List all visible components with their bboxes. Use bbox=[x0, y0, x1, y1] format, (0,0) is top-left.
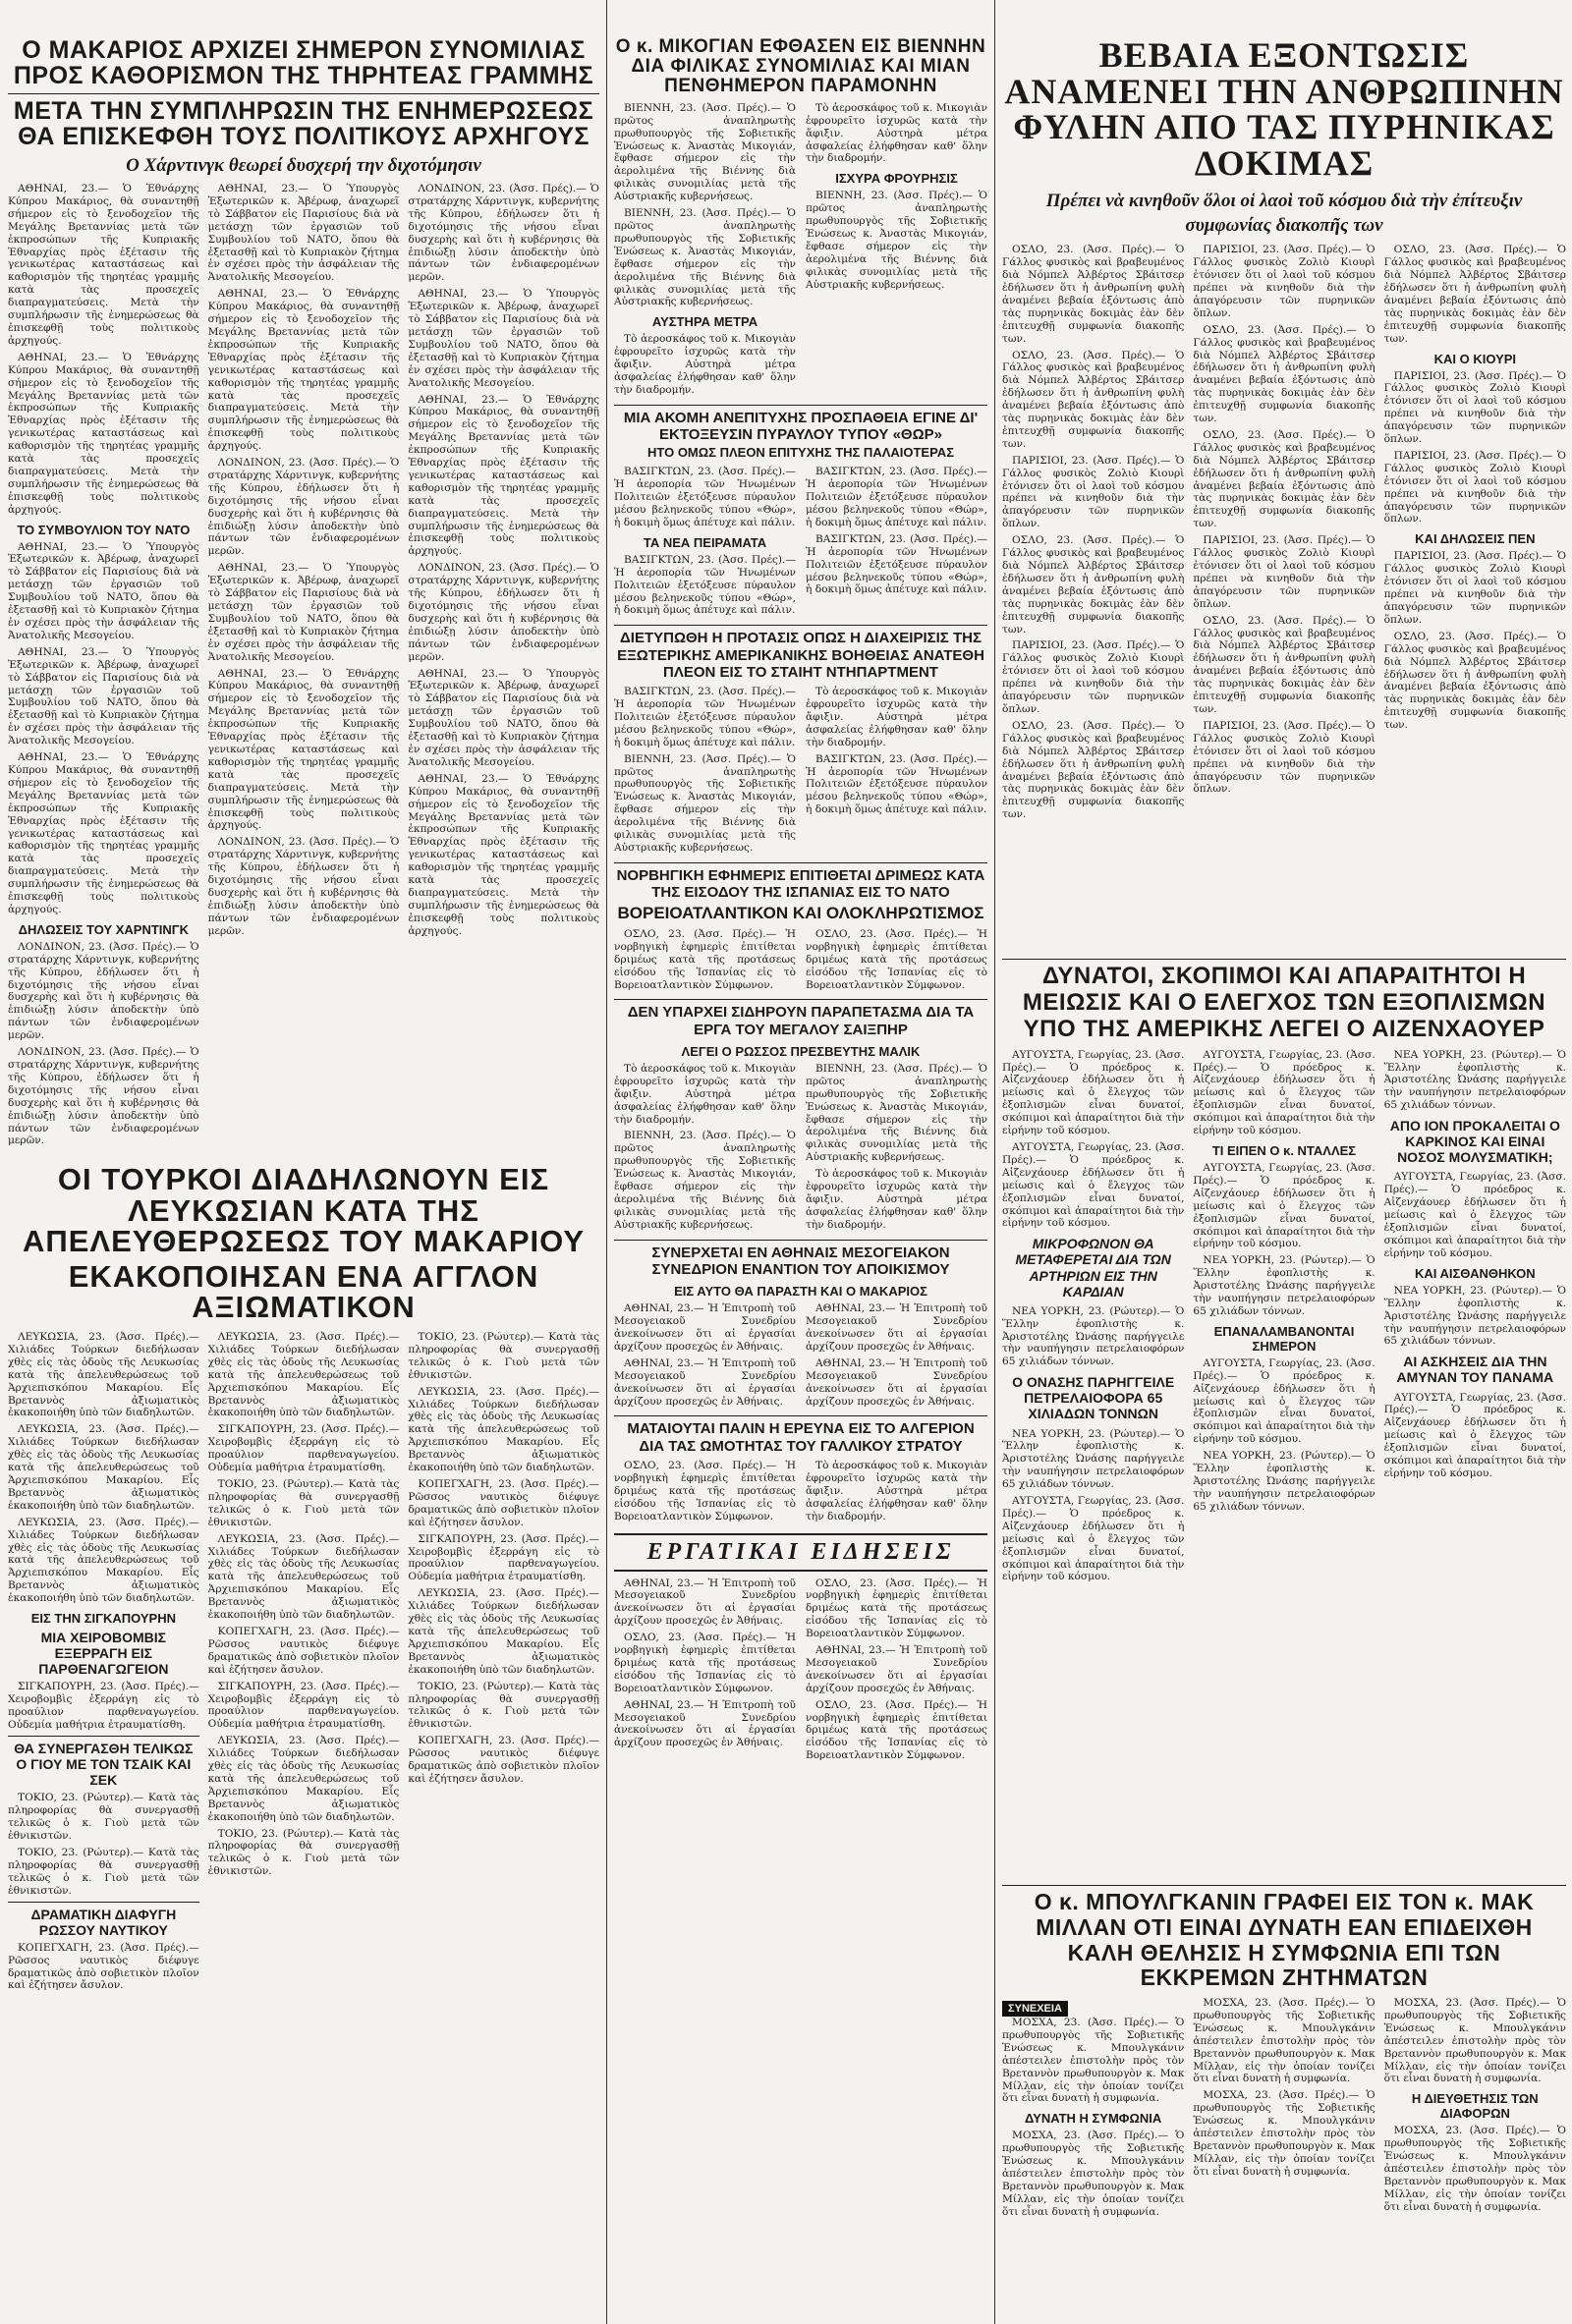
article-paragraph: ΑΘΗΝΑΙ, 23.— Ἡ Ἐπιτροπὴ τοῦ Μεσογειακοῦ Συνεδρίου ἀνεκοίνωσεν ὅτι αἱ ἐργασίαι ἀρχίζουν προσεχῶς ἐν Ἀθήναις. bbox=[614, 1577, 796, 1628]
article-paragraph: ΚΟΠΕΓΧΑΓΗ, 23. (Ἀσσ. Πρές).— Ρῶσσος ναυτικὸς διέφυγε δραματικῶς ἀπὸ σοβιετικὸν πλοῖον καὶ ἐζήτησεν ἄσυλον. bbox=[8, 1941, 199, 1992]
column-rule bbox=[994, 0, 995, 2324]
article-paragraph: ΤΟΚΙΟ, 23. (Ρώυτερ).— Κατὰ τὰς πληροφορίας θὰ συνεργασθῇ τελικῶς ὁ κ. Γιοὺ μετὰ τῶν ἐθνικιστῶν. bbox=[8, 1846, 199, 1897]
section-heading: ΑΥΣΤΗΡΑ ΜΕΤΡΑ bbox=[651, 314, 758, 330]
article-paragraph: ΚΟΠΕΓΧΑΓΗ, 23. (Ἀσσ. Πρές).— Ρῶσσος ναυτικὸς διέφυγε δραματικῶς ἀπὸ σοβιετικὸν πλοῖον καὶ ἐζήτησεν ἄσυλον. bbox=[408, 1735, 599, 1785]
section-heading: ΙΣΧΥΡΑ ΦΡΟΥΡΗΣΙΣ bbox=[835, 171, 958, 187]
article-paragraph: ΑΘΗΝΑΙ, 23.— Ὁ Ἐθνάρχης Κύπρου Μακάριος, θὰ συναντηθῇ σήμερον εἰς τὸ ξενοδοχεῖον τῆς Μεγάλης Βρεταννίας μετὰ τῶν ἐκπροσώπων τῆς Κυπριακῆς Ἐθναρχίας πρὸς ἐξέτασιν τῆς γενικωτέρας καταστάσεως καὶ καθορισμὸν τῆς τηρητέας γραμμῆς κατὰ τὰς προσεχεῖς διαπραγματεύσεις. Μετὰ τὴν συμπλήρωσιν τῆς ἐνημερώσεως θὰ ἐπισκεφθῇ τοὺς πολιτικοὺς ἀρχηγούς. bbox=[207, 288, 400, 453]
headline-aid: ΔΙΕΤΥΠΩΘΗ Η ΠΡΟΤΑΣΙΣ ΟΠΩΣ Η ΔΙΑΧΕΙΡΙΣΙΣ ΤΗΣ ΕΞΩΤΕΡΙΚΗΣ ΑΜΕΡΙΚΑΝΙΚΗΣ ΒΟΗΘΕΙΑΣ ΑΝΑΤΕΘΗ ΠΛΕΟΝ ΕΙΣ ΤΟ ΣΤΑΙΗΤ ΝΤΗΠΑΡΤΜΕΝΤ bbox=[617, 630, 984, 681]
article-paragraph: ΒΑΣΙΓΚΤΩΝ, 23. (Ἀσσ. Πρές).— Ἡ ἀεροπορία τῶν Ἡνωμένων Πολιτειῶν ἐξετόξευσε πύραυλον μέσου βεληνεκοῦς τύπου «Θώρ», ἡ δοκιμὴ ὅμως ἀπέτυχε καὶ πάλιν. bbox=[614, 686, 796, 748]
article-paragraph: ΑΘΗΝΑΙ, 23.— Ἡ Ἐπιτροπὴ τοῦ Μεσογειακοῦ Συνεδρίου ἀνεκοίνωσεν ὅτι αἱ ἐργασίαι ἀρχίζουν προσεχῶς ἐν Ἀθήναις. bbox=[614, 1302, 796, 1353]
section-heading: ΕΠΑΝΑΛΑΜΒΑΝΟΝΤΑΙ ΣΗΜΕΡΟΝ bbox=[1213, 1323, 1355, 1354]
article-paragraph: Τὸ ἀεροσκάφος τοῦ κ. Μικογιὰν ἐφρουρεῖτο ἰσχυρῶς κατὰ τὴν ἄφιξιν. Αὐστηρὰ μέτρα ἀσφαλείας ἐλήφθησαν καθ' ὅλην τὴν διαδρομήν. bbox=[806, 686, 987, 748]
subheadline-enimerosis: ΜΕΤΑ ΤΗΝ ΣΥΜΠΛΗΡΩΣΙΝ ΤΗΣ ΕΝΗΜΕΡΩΣΕΩΣ ΘΑ ΕΠΙΣΚΕΦΘΗ ΤΟΥΣ ΠΟΛΙΤΙΚΟΥΣ ΑΡΧΗΓΟΥΣ bbox=[13, 96, 594, 150]
article-paragraph: ΒΙΕΝΝΗ, 23. (Ἀσσ. Πρές).— Ὁ πρῶτος ἀναπληρωτὴς πρωθυπουργὸς τῆς Σοβιετικῆς Ἑνώσεως κ. Ἀναστὰς Μικογιάν, ἔφθασε σήμερον εἰς τὴν ἀερολιμένα τῆς Βιέννης διὰ φιλικὰς συνομιλίας μετὰ τῆς Αὐστριακῆς κυβερνήσεως. bbox=[614, 752, 796, 854]
article-paragraph: ΑΥΓΟΥΣΤΑ, Γεωργίας, 23. (Ἀσσ. Πρές).— Ὁ πρόεδρος κ. Αἰζενχάουερ ἐδήλωσεν ὅτι ἡ μείωσις καὶ ὁ ἔλεγχος τῶν ἐξοπλισμῶν εἶναι δυνατοί, σκόπιμοι καὶ ἀπαραίτητοι διὰ τὴν εἰρήνην τοῦ κόσμου. bbox=[1002, 1048, 1185, 1137]
article-paragraph: ΑΘΗΝΑΙ, 23.— Ἡ Ἐπιτροπὴ τοῦ Μεσογειακοῦ Συνεδρίου ἀνεκοίνωσεν ὅτι αἱ ἐργασίαι ἀρχίζουν προσεχῶς ἐν Ἀθήναις. bbox=[614, 1698, 796, 1749]
section-headline: ΔΡΑΜΑΤΙΚΗ ΔΙΑΦΥΓΗ ΡΩΣΣΟΥ ΝΑΥΤΙΚΟΥ bbox=[30, 1906, 177, 1938]
article-paragraph: ΑΘΗΝΑΙ, 23.— Ἡ Ἐπιτροπὴ τοῦ Μεσογειακοῦ Συνεδρίου ἀνεκοίνωσεν ὅτι αἱ ἐργασίαι ἀρχίζουν προσεχῶς ἐν Ἀθήναις. bbox=[614, 1356, 796, 1408]
article-paragraph: ΑΥΓΟΥΣΤΑ, Γεωργίας, 23. (Ἀσσ. Πρές).— Ὁ πρόεδρος κ. Αἰζενχάουερ ἐδήλωσεν ὅτι ἡ μείωσις καὶ ὁ ἔλεγχος τῶν ἐξοπλισμῶν εἶναι δυνατοί, σκόπιμοι καὶ ἀπαραίτητοι διὰ τὴν εἰρήνην τοῦ κόσμου. bbox=[1383, 1391, 1566, 1479]
article-paragraph: ΒΑΣΙΓΚΤΩΝ, 23. (Ἀσσ. Πρές).— Ἡ ἀεροπορία τῶν Ἡνωμένων Πολιτειῶν ἐξετόξευσε πύραυλον μέσου βεληνεκοῦς τύπου «Θώρ», ἡ δοκιμὴ ὅμως ἀπέτυχε καὶ πάλιν. bbox=[614, 553, 796, 617]
article-paragraph: ΜΟΣΧΑ, 23. (Ἀσσ. Πρές).— Ὁ πρωθυπουργὸς τῆς Σοβιετικῆς Ἑνώσεως κ. Μπουλγκάνιν ἀπέστειλεν ἐπιστολὴν πρὸς τὸν Βρεταννὸν πρωθυπουργὸν κ. Μακ Μίλλαν, εἰς τὴν ὁποίαν τονίζει ὅτι εἶναι δυνατὴ ἡ συμφωνία. bbox=[1383, 1997, 1566, 2085]
article-paragraph: ΛΕΥΚΩΣΙΑ, 23. (Ἀσσ. Πρές).— Χιλιάδες Τούρκων διεδήλωσαν χθὲς εἰς τὰς ὁδοὺς τῆς Λευκωσίας κατὰ τῆς ἀπελευθερώσεως τοῦ Ἀρχιεπισκόπου Μακαρίου. Εἷς Βρεταννὸς ἀξιωματικὸς ἐκακοποιήθη ὑπὸ τῶν διαδηλωτῶν. bbox=[207, 1331, 400, 1419]
section-headline: Ο ΟΝΑΣΗΣ ΠΑΡΗΓΓΕΙΛΕ ΠΕΤΡΕΛΑΙΟΦΟΡΑ 65 ΧΙΛΙΑΔΩΝ ΤΟΝΝΩΝ bbox=[1012, 1374, 1175, 1422]
section-heading: Η ΔΙΕΥΘΕΤΗΣΙΣ ΤΩΝ ΔΙΑΦΟΡΩΝ bbox=[1411, 2091, 1539, 2122]
article-paragraph: ΠΑΡΙΣΙΟΙ, 23. (Ἀσσ. Πρές).— Ὁ Γάλλος φυσικὸς Ζολιὸ Κιουρὶ ἐτόνισεν ὅτι οἱ λαοὶ τοῦ κόσμου πρέπει νὰ κινηθοῦν διὰ τὴν ἀπαγόρευσιν τῶν πυρηνικῶν ὅπλων. bbox=[1193, 719, 1376, 796]
section-headline: ΑΠΟ ΙΟΝ ΠΡΟΚΑΛΕΙΤΑΙ Ο ΚΑΡΚΙΝΟΣ ΚΑΙ ΕΙΝΑΙ ΝΟΣΟΣ ΜΟΛΥΣΜΑΤΙΚΗ; bbox=[1389, 1118, 1560, 1166]
article-paragraph: ΠΑΡΙΣΙΟΙ, 23. (Ἀσσ. Πρές).— Ὁ Γάλλος φυσικὸς Ζολιὸ Κιουρὶ ἐτόνισεν ὅτι οἱ λαοὶ τοῦ κόσμου πρέπει νὰ κινηθοῦν διὰ τὴν ἀπαγόρευσιν τῶν πυρηνικῶν ὅπλων. bbox=[1383, 449, 1566, 526]
section-heading: ΔΥΝΑΤΗ Η ΣΥΜΦΩΝΙΑ bbox=[1025, 2111, 1162, 2127]
article-paragraph: ΠΑΡΙΣΙΟΙ, 23. (Ἀσσ. Πρές).— Ὁ Γάλλος φυσικὸς Ζολιὸ Κιουρὶ ἐτόνισεν ὅτι οἱ λαοὶ τοῦ κόσμου πρέπει νὰ κινηθοῦν διὰ τὴν ἀπαγόρευσιν τῶν πυρηνικῶν ὅπλων. bbox=[1193, 244, 1376, 319]
article-paragraph: ΛΕΥΚΩΣΙΑ, 23. (Ἀσσ. Πρές).— Χιλιάδες Τούρκων διεδήλωσαν χθὲς εἰς τὰς ὁδοὺς τῆς Λευκωσίας κατὰ τῆς ἀπελευθερώσεως τοῦ Ἀρχιεπισκόπου Μακαρίου. Εἷς Βρεταννὸς ἀξιωματικὸς ἐκακοποιήθη ὑπὸ τῶν διαδηλωτῶν. bbox=[207, 1735, 400, 1823]
section-heading: ΤΙ ΕΙΠΕΝ Ο κ. ΝΤΑΛΛΕΣ bbox=[1211, 1142, 1357, 1158]
article-paragraph: ΛΕΥΚΩΣΙΑ, 23. (Ἀσσ. Πρές).— Χιλιάδες Τούρκων διεδήλωσαν χθὲς εἰς τὰς ὁδοὺς τῆς Λευκωσίας κατὰ τῆς ἀπελευθερώσεως τοῦ Ἀρχιεπισκόπου Μακαρίου. Εἷς Βρεταννὸς ἀξιωματικὸς ἐκακοποιήθη ὑπὸ τῶν διαδηλωτῶν. bbox=[207, 1532, 400, 1622]
article-paragraph: ΟΣΛΟ, 23. (Ἀσσ. Πρές).— Ὁ Γάλλος φυσικὸς καὶ βραβευμένος διὰ Νόμπελ Ἀλβέρτος Σβάιτσερ ἐδήλωσεν ὅτι ἡ ἀνθρωπίνη φυλὴ ἀναμένει βεβαία ἐξόντωσις ἀπὸ τὰς πυρηνικὰς δοκιμὰς ἐὰν δὲν ἐπιτευχθῇ συμφωνία διακοπῆς των. bbox=[1002, 534, 1185, 636]
article-paragraph: ΟΣΛΟ, 23. (Ἀσσ. Πρές).— Ἡ νορβηγικὴ ἐφημερὶς ἐπιτίθεται δριμέως κατὰ τῆς προτάσεως εἰσόδου τῆς Ἱσπανίας εἰς τὸ Βορειοατλαντικὸν Σύμφωνον. bbox=[806, 927, 987, 991]
article-paragraph: ΛΟΝΔΙΝΟΝ, 23. (Ἀσσ. Πρές).— Ὁ στρατάρχης Χάρντινγκ, κυβερνήτης τῆς Κύπρου, ἐδήλωσεν ὅτι ἡ διχοτόμησις τῆς νήσου εἶναι δυσχερὴς καὶ ὅτι ἡ κυβέρνησις θὰ ἐπιδιώξῃ λύσιν ἀποδεκτὴν ὑπὸ πάντων τῶν ἐνδιαφερομένων μερῶν. bbox=[8, 1046, 199, 1147]
article-paragraph: ΚΟΠΕΓΧΑΓΗ, 23. (Ἀσσ. Πρές).— Ρῶσσος ναυτικὸς διέφυγε δραματικῶς ἀπὸ σοβιετικὸν πλοῖον καὶ ἐζήτησεν ἄσυλον. bbox=[408, 1478, 599, 1528]
article-paragraph: ΑΘΗΝΑΙ, 23.— Ὁ Ἐθνάρχης Κύπρου Μακάριος, θὰ συναντηθῇ σήμερον εἰς τὸ ξενοδοχεῖον τῆς Μεγάλης Βρεταννίας μετὰ τῶν ἐκπροσώπων τῆς Κυπριακῆς Ἐθναρχίας πρὸς ἐξέτασιν τῆς γενικωτέρας καταστάσεως καὶ καθορισμὸν τῆς τηρητέας γραμμῆς κατὰ τὰς προσεχεῖς διαπραγματεύσεις. Μετὰ τὴν συμπλήρωσιν τῆς ἐνημερώσεως θὰ ἐπισκεφθῇ τοὺς πολιτικοὺς ἀρχηγούς. bbox=[8, 351, 199, 516]
headline-shakespeare: ΔΕΝ ΥΠΑΡΧΕΙ ΣΙΔΗΡΟΥΝ ΠΑΡΑΠΕΤΑΣΜΑ ΔΙΑ ΤΑ ΕΡΓΑ ΤΟΥ ΜΕΓΑΛΟΥ ΣΑΙΞΠΗΡ bbox=[627, 1004, 975, 1038]
article-paragraph: ΑΘΗΝΑΙ, 23.— Ὁ Ὑπουργὸς Ἐξωτερικῶν κ. Ἀβέρωφ, ἀναχωρεῖ τὸ Σάββατον εἰς Παρισίους διὰ νὰ μετάσχῃ τῶν ἐργασιῶν τοῦ Συμβουλίου τοῦ ΝΑΤΟ, ὅπου θὰ ἐξετασθῇ καὶ τὸ Κυπριακὸν ζήτημα ἐν σχέσει πρὸς τὴν ἀσφάλειαν τῆς Ἀνατολικῆς Μεσογείου. bbox=[408, 288, 599, 389]
article-paragraph: ΟΣΛΟ, 23. (Ἀσσ. Πρές).— Ἡ νορβηγικὴ ἐφημερὶς ἐπιτίθεται δριμέως κατὰ τῆς προτάσεως εἰσόδου τῆς Ἱσπανίας εἰς τὸ Βορειοατλαντικὸν Σύμφωνον. bbox=[614, 927, 796, 991]
article-bulganin bbox=[1002, 1881, 1566, 2223]
article-turks bbox=[8, 1164, 599, 1996]
article-paragraph: ΟΣΛΟ, 23. (Ἀσσ. Πρές).— Ἡ νορβηγικὴ ἐφημερὶς ἐπιτίθεται δριμέως κατὰ τῆς προτάσεως εἰσόδου τῆς Ἱσπανίας εἰς τὸ Βορειοατλαντικὸν Σύμφωνον. bbox=[806, 1577, 987, 1640]
article-paragraph: ΜΟΣΧΑ, 23. (Ἀσσ. Πρές).— Ὁ πρωθυπουργὸς τῆς Σοβιετικῆς Ἑνώσεως κ. Μπουλγκάνιν ἀπέστειλεν ἐπιστολὴν πρὸς τὸν Βρεταννὸν πρωθυπουργὸν κ. Μακ Μίλλαν, εἰς τὴν ὁποίαν τονίζει ὅτι εἶναι δυνατὴ ἡ συμφωνία. bbox=[1193, 1997, 1376, 2085]
article-paragraph: ΛΟΝΔΙΝΟΝ, 23. (Ἀσσ. Πρές).— Ὁ στρατάρχης Χάρντινγκ, κυβερνήτης τῆς Κύπρου, ἐδήλωσεν ὅτι ἡ διχοτόμησις τῆς νήσου εἶναι δυσχερὴς καὶ ὅτι ἡ κυβέρνησις θὰ ἐπιδιώξῃ λύσιν ἀποδεκτὴν ὑπὸ πάντων τῶν ἐνδιαφερομένων μερῶν. bbox=[408, 562, 599, 663]
article-paragraph: ΑΘΗΝΑΙ, 23.— Ὁ Ὑπουργὸς Ἐξωτερικῶν κ. Ἀβέρωφ, ἀναχωρεῖ τὸ Σάββατον εἰς Παρισίους διὰ νὰ μετάσχῃ τῶν ἐργασιῶν τοῦ Συμβουλίου τοῦ ΝΑΤΟ, ὅπου θὰ ἐξετασθῇ καὶ τὸ Κυπριακὸν ζήτημα ἐν σχέσει πρὸς τὴν ἀσφάλειαν τῆς Ἀνατολικῆς Μεσογείου. bbox=[207, 562, 400, 663]
article-paragraph: ΟΣΛΟ, 23. (Ἀσσ. Πρές).— Ὁ Γάλλος φυσικὸς καὶ βραβευμένος διὰ Νόμπελ Ἀλβέρτος Σβάιτσερ ἐδήλωσεν ὅτι ἡ ἀνθρωπίνη φυλὴ ἀναμένει βεβαία ἐξόντωσις ἀπὸ τὰς πυρηνικὰς δοκιμὰς ἐὰν δὲν ἐπιτευχθῇ συμφωνία διακοπῆς των. bbox=[1193, 323, 1376, 425]
article-paragraph: ΣΙΓΚΑΠΟΥΡΗ, 23. (Ἀσσ. Πρές).— Χειροβομβὶς ἐξερράγη εἰς τὸ προαύλιον παρθεναγωγείου. Οὐδεμία μαθήτρια ἐτραυματίσθη. bbox=[408, 1532, 599, 1583]
column-right bbox=[1002, 0, 1566, 2324]
article-paragraph: ΜΟΣΧΑ, 23. (Ἀσσ. Πρές).— Ὁ πρωθυπουργὸς τῆς Σοβιετικῆς Ἑνώσεως κ. Μπουλγκάνιν ἀπέστειλεν ἐπιστολὴν πρὸς τὸν Βρεταννὸν πρωθυπουργὸν κ. Μακ Μίλλαν, εἰς τὴν ὁποίαν τονίζει ὅτι εἶναι δυνατὴ ἡ συμφωνία. bbox=[1383, 2125, 1566, 2213]
article-paragraph: ΝΕΑ ΥΟΡΚΗ, 23. (Ρώυτερ).— Ὁ Ἕλλην ἐφοπλιστὴς κ. Ἀριστοτέλης Ὠνάσης παρήγγειλε τὴν ναυπήγησιν πετρελαιοφόρων 65 χιλιάδων τόννων. bbox=[1193, 1450, 1376, 1513]
article-paragraph: ΤΟΚΙΟ, 23. (Ρώυτερ).— Κατὰ τὰς πληροφορίας θὰ συνεργασθῇ τελικῶς ὁ κ. Γιοὺ μετὰ τῶν ἐθνικιστῶν. bbox=[207, 1478, 400, 1528]
article-paragraph: ΟΣΛΟ, 23. (Ἀσσ. Πρές).— Ὁ Γάλλος φυσικὸς καὶ βραβευμένος διὰ Νόμπελ Ἀλβέρτος Σβάιτσερ ἐδήλωσεν ὅτι ἡ ἀνθρωπίνη φυλὴ ἀναμένει βεβαία ἐξόντωσις ἀπὸ τὰς πυρηνικὰς δοκιμὰς ἐὰν δὲν ἐπιτευχθῇ συμφωνία διακοπῆς των. bbox=[1002, 719, 1185, 821]
article-paragraph: ΝΕΑ ΥΟΡΚΗ, 23. (Ρώυτερ).— Ὁ Ἕλλην ἐφοπλιστὴς κ. Ἀριστοτέλης Ὠνάσης παρήγγειλε τὴν ναυπήγησιν πετρελαιοφόρων 65 χιλιάδων τόννων. bbox=[1193, 1254, 1376, 1317]
section-heading: ΚΑΙ ΑΙΣΘΑΝΘΗΚΟΝ bbox=[1414, 1265, 1536, 1281]
article-paragraph: ΑΘΗΝΑΙ, 23.— Ὁ Ἐθνάρχης Κύπρου Μακάριος, θὰ συναντηθῇ σήμερον εἰς τὸ ξενοδοχεῖον τῆς Μεγάλης Βρεταννίας μετὰ τῶν ἐκπροσώπων τῆς Κυπριακῆς Ἐθναρχίας πρὸς ἐξέτασιν τῆς γενικωτέρας καταστάσεως καὶ καθορισμὸν τῆς τηρητέας γραμμῆς κατὰ τὰς προσεχεῖς διαπραγματεύσεις. Μετὰ τὴν συμπλήρωσιν τῆς ἐνημερώσεως θὰ ἐπισκεφθῇ τοὺς πολιτικοὺς ἀρχηγούς. bbox=[8, 751, 199, 915]
article-paragraph: ΟΣΛΟ, 23. (Ἀσσ. Πρές).— Ἡ νορβηγικὴ ἐφημερὶς ἐπιτίθεται δριμέως κατὰ τῆς προτάσεως εἰσόδου τῆς Ἱσπανίας εἰς τὸ Βορειοατλαντικὸν Σύμφωνον. bbox=[806, 1698, 987, 1762]
section-heading: ΚΑΙ ΔΗΛΩΣΕΙΣ ΠΕΝ bbox=[1415, 531, 1536, 547]
article-paragraph: Τὸ ἀεροσκάφος τοῦ κ. Μικογιὰν ἐφρουρεῖτο ἰσχυρῶς κατὰ τὴν ἄφιξιν. Αὐστηρὰ μέτρα ἀσφαλείας ἐλήφθησαν καθ' ὅλην τὴν διαδρομήν. bbox=[806, 1168, 987, 1231]
continuation-badge: ΣΥΝΕΧΕΙΑ bbox=[1002, 2001, 1068, 2017]
article-paragraph: ΣΙΓΚΑΠΟΥΡΗ, 23. (Ἀσσ. Πρές).— Χειροβομβὶς ἐξερράγη εἰς τὸ προαύλιον παρθεναγωγείου. Οὐδεμία μαθήτρια ἐτραυματίσθη. bbox=[8, 1681, 199, 1732]
article-paragraph: ΛΟΝΔΙΝΟΝ, 23. (Ἀσσ. Πρές).— Ὁ στρατάρχης Χάρντινγκ, κυβερνήτης τῆς Κύπρου, ἐδήλωσεν ὅτι ἡ διχοτόμησις τῆς νήσου εἶναι δυσχερὴς καὶ ὅτι ἡ κυβέρνησις θὰ ἐπιδιώξῃ λύσιν ἀποδεκτὴν ὑπὸ πάντων τῶν ἐνδιαφερομένων μερῶν. bbox=[8, 940, 199, 1042]
article-paragraph: Τὸ ἀεροσκάφος τοῦ κ. Μικογιὰν ἐφρουρεῖτο ἰσχυρῶς κατὰ τὴν ἄφιξιν. Αὐστηρὰ μέτρα ἀσφαλείας ἐλήφθησαν καθ' ὅλην τὴν διαδρομήν. bbox=[806, 101, 987, 165]
article-paragraph: ΛΕΥΚΩΣΙΑ, 23. (Ἀσσ. Πρές).— Χιλιάδες Τούρκων διεδήλωσαν χθὲς εἰς τὰς ὁδοὺς τῆς Λευκωσίας κατὰ τῆς ἀπελευθερώσεως τοῦ Ἀρχιεπισκόπου Μακαρίου. Εἷς Βρεταννὸς ἀξιωματικὸς ἐκακοποιήθη ὑπὸ τῶν διαδηλωτῶν. bbox=[8, 1423, 199, 1512]
article-paragraph: ΑΘΗΝΑΙ, 23.— Ἡ Ἐπιτροπὴ τοῦ Μεσογειακοῦ Συνεδρίου ἀνεκοίνωσεν ὅτι αἱ ἐργασίαι ἀρχίζουν προσεχῶς ἐν Ἀθήναις. bbox=[806, 1356, 987, 1408]
article-paragraph: ΑΘΗΝΑΙ, 23.— Ὁ Ἐθνάρχης Κύπρου Μακάριος, θὰ συναντηθῇ σήμερον εἰς τὸ ξενοδοχεῖον τῆς Μεγάλης Βρεταννίας μετὰ τῶν ἐκπροσώπων τῆς Κυπριακῆς Ἐθναρχίας πρὸς ἐξέτασιν τῆς γενικωτέρας καταστάσεως καὶ καθορισμὸν τῆς τηρητέας γραμμῆς κατὰ τὰς προσεχεῖς διαπραγματεύσεις. Μετὰ τὴν συμπλήρωσιν τῆς ἐνημερώσεως θὰ ἐπισκεφθῇ τοὺς πολιτικοὺς ἀρχηγούς. bbox=[8, 183, 199, 347]
article-paragraph: ΣΙΓΚΑΠΟΥΡΗ, 23. (Ἀσσ. Πρές).— Χειροβομβὶς ἐξερράγη εἰς τὸ προαύλιον παρθεναγωγείου. Οὐδεμία μαθήτρια ἐτραυματίσθη. bbox=[207, 1680, 400, 1731]
section-headline: ΘΑ ΣΥΝΕΡΓΑΣΘΗ ΤΕΛΙΚΩΣ Ο ΓΙΟΥ ΜΕ ΤΟΝ ΤΣΑΙΚ ΚΑΙ ΣΕΚ bbox=[14, 1740, 194, 1789]
article-paragraph: ΑΘΗΝΑΙ, 23.— Ὁ Ὑπουργὸς Ἐξωτερικῶν κ. Ἀβέρωφ, ἀναχωρεῖ τὸ Σάββατον εἰς Παρισίους διὰ νὰ μετάσχῃ τῶν ἐργασιῶν τοῦ Συμβουλίου τοῦ ΝΑΤΟ, ὅπου θὰ ἐξετασθῇ καὶ τὸ Κυπριακὸν ζήτημα ἐν σχέσει πρὸς τὴν ἀσφάλειαν τῆς Ἀνατολικῆς Μεσογείου. bbox=[207, 183, 400, 284]
article-paragraph: ΒΙΕΝΝΗ, 23. (Ἀσσ. Πρές).— Ὁ πρῶτος ἀναπληρωτὴς πρωθυπουργὸς τῆς Σοβιετικῆς Ἑνώσεως κ. Ἀναστὰς Μικογιάν, ἔφθασε σήμερον εἰς τὴν ἀερολιμένα τῆς Βιέννης διὰ φιλικὰς συνομιλίας μετὰ τῆς Αὐστριακῆς κυβερνήσεως. bbox=[614, 207, 796, 308]
article-paragraph: ΤΟΚΙΟ, 23. (Ρώυτερ).— Κατὰ τὰς πληροφορίας θὰ συνεργασθῇ τελικῶς ὁ κ. Γιοὺ μετὰ τῶν ἐθνικιστῶν. bbox=[408, 1680, 599, 1731]
article-paragraph: ΛΟΝΔΙΝΟΝ, 23. (Ἀσσ. Πρές).— Ὁ στρατάρχης Χάρντινγκ, κυβερνήτης τῆς Κύπρου, ἐδήλωσεν ὅτι ἡ διχοτόμησις τῆς νήσου εἶναι δυσχερὴς καὶ ὅτι ἡ κυβέρνησις θὰ ἐπιδιώξῃ λύσιν ἀποδεκτὴν ὑπὸ πάντων τῶν ἐνδιαφερομένων μερῶν. bbox=[207, 836, 400, 937]
article-paragraph: ΑΘΗΝΑΙ, 23.— Ὁ Ἐθνάρχης Κύπρου Μακάριος, θὰ συναντηθῇ σήμερον εἰς τὸ ξενοδοχεῖον τῆς Μεγάλης Βρεταννίας μετὰ τῶν ἐκπροσώπων τῆς Κυπριακῆς Ἐθναρχίας πρὸς ἐξέτασιν τῆς γενικωτέρας καταστάσεως καὶ καθορισμὸν τῆς τηρητέας γραμμῆς κατὰ τὰς προσεχεῖς διαπραγματεύσεις. Μετὰ τὴν συμπλήρωσιν τῆς ἐνημερώσεως θὰ ἐπισκεφθῇ τοὺς πολιτικοὺς ἀρχηγούς. bbox=[207, 667, 400, 832]
article-paragraph: ΛΕΥΚΩΣΙΑ, 23. (Ἀσσ. Πρές).— Χιλιάδες Τούρκων διεδήλωσαν χθὲς εἰς τὰς ὁδοὺς τῆς Λευκωσίας κατὰ τῆς ἀπελευθερώσεως τοῦ Ἀρχιεπισκόπου Μακαρίου. Εἷς Βρεταννὸς ἀξιωματικὸς ἐκακοποιήθη ὑπὸ τῶν διαδηλωτῶν. bbox=[408, 1385, 599, 1474]
article-paragraph: ΠΑΡΙΣΙΟΙ, 23. (Ἀσσ. Πρές).— Ὁ Γάλλος φυσικὸς Ζολιὸ Κιουρὶ ἐτόνισεν ὅτι οἱ λαοὶ τοῦ κόσμου πρέπει νὰ κινηθοῦν διὰ τὴν ἀπαγόρευσιν τῶν πυρηνικῶν ὅπλων. bbox=[1193, 534, 1376, 610]
article-paragraph: ΑΘΗΝΑΙ, 23.— Ὁ Ἐθνάρχης Κύπρου Μακάριος, θὰ συναντηθῇ σήμερον εἰς τὸ ξενοδοχεῖον τῆς Μεγάλης Βρεταννίας μετὰ τῶν ἐκπροσώπων τῆς Κυπριακῆς Ἐθναρχίας πρὸς ἐξέτασιν τῆς γενικωτέρας καταστάσεως καὶ καθορισμὸν τῆς τηρητέας γραμμῆς κατὰ τὰς προσεχεῖς διαπραγματεύσεις. Μετὰ τὴν συμπλήρωσιν τῆς ἐνημερώσεως θὰ ἐπισκεφθῇ τοὺς πολιτικοὺς ἀρχηγούς. bbox=[408, 772, 599, 937]
article-paragraph: ΑΥΓΟΥΣΤΑ, Γεωργίας, 23. (Ἀσσ. Πρές).— Ὁ πρόεδρος κ. Αἰζενχάουερ ἐδήλωσεν ὅτι ἡ μείωσις καὶ ὁ ἔλεγχος τῶν ἐξοπλισμῶν εἶναι δυνατοί, σκόπιμοι καὶ ἀπαραίτητοι διὰ τὴν εἰρήνην τοῦ κόσμου. bbox=[1002, 1140, 1185, 1230]
article-paragraph: ΒΑΣΙΓΚΤΩΝ, 23. (Ἀσσ. Πρές).— Ἡ ἀεροπορία τῶν Ἡνωμένων Πολιτειῶν ἐξετόξευσε πύραυλον μέσου βεληνεκοῦς τύπου «Θώρ», ἡ δοκιμὴ ὅμως ἀπέτυχε καὶ πάλιν. bbox=[806, 466, 987, 528]
column-left bbox=[8, 0, 599, 2324]
subheadline-thor: ΗΤΟ ΟΜΩΣ ΠΛΕΟΝ ΕΠΙΤΥΧΗΣ ΤΗΣ ΠΑΛΑΙΟΤΕΡΑΣ bbox=[647, 445, 954, 461]
headline-labor-news: ΕΡΓΑΤΙΚΑΙ ΕΙΔΗΣΕΙΣ bbox=[614, 1533, 987, 1572]
section-headline: ΑΙ ΑΣΚΗΣΕΙΣ ΔΙΑ ΤΗΝ ΑΜΥΝΑΝ ΤΟΥ ΠΑΝΑΜΑ bbox=[1396, 1354, 1554, 1386]
headline-norway: ΝΟΡΒΗΓΙΚΗ ΕΦΗΜΕΡΙΣ ΕΠΙΤΙΘΕΤΑΙ ΔΡΙΜΕΩΣ ΚΑΤΑ ΤΗΣ ΕΙΣΟΔΟΥ ΤΗΣ ΙΣΠΑΝΙΑΣ ΕΙΣ ΤΟ ΝΑΤΟ bbox=[616, 866, 985, 902]
article-paragraph: ΑΘΗΝΑΙ, 23.— Ὁ Ὑπουργὸς Ἐξωτερικῶν κ. Ἀβέρωφ, ἀναχωρεῖ τὸ Σάββατον εἰς Παρισίους διὰ νὰ μετάσχῃ τῶν ἐργασιῶν τοῦ Συμβουλίου τοῦ ΝΑΤΟ, ὅπου θὰ ἐξετασθῇ καὶ τὸ Κυπριακὸν ζήτημα ἐν σχέσει πρὸς τὴν ἀσφάλειαν τῆς Ἀνατολικῆς Μεσογείου. bbox=[8, 645, 199, 747]
headline-bulganin: Ο κ. ΜΠΟΥΛΓΚΑΝΙΝ ΓΡΑΦΕΙ ΕΙΣ ΤΟΝ κ. ΜΑΚ ΜΙΛΛΑΝ ΟΤΙ ΕΙΝΑΙ ΔΥΝΑΤΗ ΕΑΝ ΕΠΙΔΕΙΧΘΗ ΚΑΛΗ ΘΕΛΗΣΙΣ Η ΣΥΜΦΩΝΙΑ ΕΠΙ ΤΩΝ ΕΚΚΡΕΜΩΝ ΖΗΤΗΜΑΤΩΝ bbox=[1034, 1889, 1535, 1991]
article-paragraph: ΤΟΚΙΟ, 23. (Ρώυτερ).— Κατὰ τὰς πληροφορίας θὰ συνεργασθῇ τελικῶς ὁ κ. Γιοὺ μετὰ τῶν ἐθνικιστῶν. bbox=[8, 1792, 199, 1842]
article-paragraph: ΝΕΑ ΥΟΡΚΗ, 23. (Ρώυτερ).— Ὁ Ἕλλην ἐφοπλιστὴς κ. Ἀριστοτέλης Ὠνάσης παρήγγειλε τὴν ναυπήγησιν πετρελαιοφόρων 65 χιλιάδων τόννων. bbox=[1383, 1048, 1566, 1112]
subheadline-congress: ΕΙΣ ΑΥΤΟ ΘΑ ΠΑΡΑΣΤΗ ΚΑΙ Ο ΜΑΚΑΡΙΟΣ bbox=[674, 1284, 927, 1300]
article-paragraph: ΠΑΡΙΣΙΟΙ, 23. (Ἀσσ. Πρές).— Ὁ Γάλλος φυσικὸς Ζολιὸ Κιουρὶ ἐτόνισεν ὅτι οἱ λαοὶ τοῦ κόσμου πρέπει νὰ κινηθοῦν διὰ τὴν ἀπαγόρευσιν τῶν πυρηνικῶν ὅπλων. bbox=[1002, 454, 1185, 530]
article-paragraph: ΒΑΣΙΓΚΤΩΝ, 23. (Ἀσσ. Πρές).— Ἡ ἀεροπορία τῶν Ἡνωμένων Πολιτειῶν ἐξετόξευσε πύραυλον μέσου βεληνεκοῦς τύπου «Θώρ», ἡ δοκιμὴ ὅμως ἀπέτυχε καὶ πάλιν. bbox=[806, 752, 987, 816]
article-paragraph: ΑΥΓΟΥΣΤΑ, Γεωργίας, 23. (Ἀσσ. Πρές).— Ὁ πρόεδρος κ. Αἰζενχάουερ ἐδήλωσεν ὅτι ἡ μείωσις καὶ ὁ ἔλεγχος τῶν ἐξοπλισμῶν εἶναι δυνατοί, σκόπιμοι καὶ ἀπαραίτητοι διὰ τὴν εἰρήνην τοῦ κόσμου. bbox=[1193, 1356, 1376, 1446]
article-paragraph: ΒΙΕΝΝΗ, 23. (Ἀσσ. Πρές).— Ὁ πρῶτος ἀναπληρωτὴς πρωθυπουργὸς τῆς Σοβιετικῆς Ἑνώσεως κ. Ἀναστὰς Μικογιάν, ἔφθασε σήμερον εἰς τὴν ἀερολιμένα τῆς Βιέννης διὰ φιλικὰς συνομιλίας μετὰ τῆς Αὐστριακῆς κυβερνήσεως. bbox=[806, 190, 987, 291]
headline-algeria: ΜΑΤΑΙΟΥΤΑΙ ΠΑΛΙΝ Η ΕΡΕΥΝΑ ΕΙΣ ΤΟ ΑΛΓΕΡΙΟΝ ΔΙΑ ΤΑΣ ΩΜΟΤΗΤΑΣ ΤΟΥ ΓΑΛΛΙΚΟΥ ΣΤΡΑΤΟΥ bbox=[627, 1420, 975, 1455]
article-paragraph: Τὸ ἀεροσκάφος τοῦ κ. Μικογιὰν ἐφρουρεῖτο ἰσχυρῶς κατὰ τὴν ἄφιξιν. Αὐστηρὰ μέτρα ἀσφαλείας ἐλήφθησαν καθ' ὅλην τὴν διαδρομήν. bbox=[614, 1062, 796, 1126]
article-paragraph: ΣΙΓΚΑΠΟΥΡΗ, 23. (Ἀσσ. Πρές).— Χειροβομβὶς ἐξερράγη εἰς τὸ προαύλιον παρθεναγωγείου. Οὐδεμία μαθήτρια ἐτραυματίσθη. bbox=[207, 1423, 400, 1474]
article-paragraph: ΟΣΛΟ, 23. (Ἀσσ. Πρές).— Ὁ Γάλλος φυσικὸς καὶ βραβευμένος διὰ Νόμπελ Ἀλβέρτος Σβάιτσερ ἐδήλωσεν ὅτι ἡ ἀνθρωπίνη φυλὴ ἀναμένει βεβαία ἐξόντωσις ἀπὸ τὰς πυρηνικὰς δοκιμὰς ἐὰν δὲν ἐπιτευχθῇ συμφωνία διακοπῆς των. bbox=[1002, 349, 1185, 450]
section-headline: ΜΙΑ ΧΕΙΡΟΒΟΜΒΙΣ ΕΞΕΡΡΑΓΗ ΕΙΣ ΠΑΡΘΕΝΑΓΩΓΕΙΟΝ bbox=[38, 1630, 169, 1678]
article-paragraph: ΝΕΑ ΥΟΡΚΗ, 23. (Ρώυτερ).— Ὁ Ἕλλην ἐφοπλιστὴς κ. Ἀριστοτέλης Ὠνάσης παρήγγειλε τὴν ναυπήγησιν πετρελαιοφόρων 65 χιλιάδων τόννων. bbox=[1002, 1427, 1185, 1491]
article-eisenhower bbox=[1002, 955, 1566, 1587]
article-paragraph: ΑΘΗΝΑΙ, 23.— Ἡ Ἐπιτροπὴ τοῦ Μεσογειακοῦ Συνεδρίου ἀνεκοίνωσεν ὅτι αἱ ἐργασίαι ἀρχίζουν προσεχῶς ἐν Ἀθήναις. bbox=[806, 1302, 987, 1353]
article-paragraph: Τὸ ἀεροσκάφος τοῦ κ. Μικογιὰν ἐφρουρεῖτο ἰσχυρῶς κατὰ τὴν ἄφιξιν. Αὐστηρὰ μέτρα ἀσφαλείας ἐλήφθησαν καθ' ὅλην τὴν διαδρομήν. bbox=[806, 1459, 987, 1522]
headline-mikoyan: Ο κ. ΜΙΚΟΓΙΑΝ ΕΦΘΑΣΕΝ ΕΙΣ ΒΙΕΝΝΗΝ ΔΙΑ ΦΙΛΙΚΑΣ ΣΥΝΟΜΙΛΙΑΣ ΚΑΙ ΜΙΑΝ ΠΕΝΘΗΜΕΡΟΝ ΠΑΡΑΜΟΝΗΝ bbox=[615, 36, 986, 96]
headline-turks: ΟΙ ΤΟΥΡΚΟΙ ΔΙΑΔΗΛΩΝΟΥΝ ΕΙΣ ΛΕΥΚΩΣΙΑΝ ΚΑΤΑ ΤΗΣ ΑΠΕΛΕΥΘΕΡΩΣΕΩΣ ΤΟΥ ΜΑΚΑΡΙΟΥ bbox=[22, 1162, 586, 1259]
article-paragraph: ΜΟΣΧΑ, 23. (Ἀσσ. Πρές).— Ὁ πρωθυπουργὸς τῆς Σοβιετικῆς Ἑνώσεως κ. Μπουλγκάνιν ἀπέστειλεν ἐπιστολὴν πρὸς τὸν Βρεταννὸν πρωθυπουργὸν κ. Μακ Μίλλαν, εἰς τὴν ὁποίαν τονίζει ὅτι εἶναι δυνατὴ ἡ συμφωνία. bbox=[1002, 2017, 1185, 2105]
headline-eisenhower: ΔΥΝΑΤΟΙ, ΣΚΟΠΙΜΟΙ ΚΑΙ ΑΠΑΡΑΙΤΗΤΟΙ Η ΜΕΙΩΣΙΣ ΚΑΙ Ο ΕΛΕΓΧΟΣ ΤΩΝ ΕΞΟΠΛΙΣΜΩΝ ΥΠΟ ΤΗΣ ΑΜΕΡΙΚΗΣ ΛΕΓΕΙ Ο ΑΙΖΕΝΧΑΟΥΕΡ bbox=[1022, 963, 1546, 1042]
article-paragraph: ΠΑΡΙΣΙΟΙ, 23. (Ἀσσ. Πρές).— Ὁ Γάλλος φυσικὸς Ζολιὸ Κιουρὶ ἐτόνισεν ὅτι οἱ λαοὶ τοῦ κόσμου πρέπει νὰ κινηθοῦν διὰ τὴν ἀπαγόρευσιν τῶν πυρηνικῶν ὅπλων. bbox=[1383, 550, 1566, 626]
article-paragraph: ΛΕΥΚΩΣΙΑ, 23. (Ἀσσ. Πρές).— Χιλιάδες Τούρκων διεδήλωσαν χθὲς εἰς τὰς ὁδοὺς τῆς Λευκωσίας κατὰ τῆς ἀπελευθερώσεως τοῦ Ἀρχιεπισκόπου Μακαρίου. Εἷς Βρεταννὸς ἀξιωματικὸς ἐκακοποιήθη ὑπὸ τῶν διαδηλωτῶν. bbox=[8, 1516, 199, 1605]
article-paragraph: ΒΑΣΙΓΚΤΩΝ, 23. (Ἀσσ. Πρές).— Ἡ ἀεροπορία τῶν Ἡνωμένων Πολιτειῶν ἐξετόξευσε πύραυλον μέσου βεληνεκοῦς τύπου «Θώρ», ἡ δοκιμὴ ὅμως ἀπέτυχε καὶ πάλιν. bbox=[806, 532, 987, 596]
article-paragraph: ΛΟΝΔΙΝΟΝ, 23. (Ἀσσ. Πρές).— Ὁ στρατάρχης Χάρντινγκ, κυβερνήτης τῆς Κύπρου, ἐδήλωσεν ὅτι ἡ διχοτόμησις τῆς νήσου εἶναι δυσχερὴς καὶ ὅτι ἡ κυβέρνησις θὰ ἐπιδιώξῃ λύσιν ἀποδεκτὴν ὑπὸ πάντων τῶν ἐνδιαφερομένων μερῶν. bbox=[207, 457, 400, 558]
article-paragraph: ΛΕΥΚΩΣΙΑ, 23. (Ἀσσ. Πρές).— Χιλιάδες Τούρκων διεδήλωσαν χθὲς εἰς τὰς ὁδοὺς τῆς Λευκωσίας κατὰ τῆς ἀπελευθερώσεως τοῦ Ἀρχιεπισκόπου Μακαρίου. Εἷς Βρεταννὸς ἀξιωματικὸς ἐκακοποιήθη ὑπὸ τῶν διαδηλωτῶν. bbox=[8, 1331, 199, 1419]
article-paragraph: ΜΟΣΧΑ, 23. (Ἀσσ. Πρές).— Ὁ πρωθυπουργὸς τῆς Σοβιετικῆς Ἑνώσεως κ. Μπουλγκάνιν ἀπέστειλεν ἐπιστολὴν πρὸς τὸν Βρεταννὸν πρωθυπουργὸν κ. Μακ Μίλλαν, εἰς τὴν ὁποίαν τονίζει ὅτι εἶναι δυνατὴ ἡ συμφωνία. bbox=[1193, 2089, 1376, 2178]
article-paragraph: ΠΑΡΙΣΙΟΙ, 23. (Ἀσσ. Πρές).— Ὁ Γάλλος φυσικὸς Ζολιὸ Κιουρὶ ἐτόνισεν ὅτι οἱ λαοὶ τοῦ κόσμου πρέπει νὰ κινηθοῦν διὰ τὴν ἀπαγόρευσιν τῶν πυρηνικῶν ὅπλων. bbox=[1383, 369, 1566, 446]
article-paragraph: Τὸ ἀεροσκάφος τοῦ κ. Μικογιὰν ἐφρουρεῖτο ἰσχυρῶς κατὰ τὴν ἄφιξιν. Αὐστηρὰ μέτρα ἀσφαλείας ἐλήφθησαν καθ' ὅλην τὴν διαδρομήν. bbox=[614, 333, 796, 396]
headline-congress: ΣΥΝΕΡΧΕΤΑΙ ΕΝ ΑΘΗΝΑΙΣ ΜΕΣΟΓΕΙΑΚΟΝ ΣΥΝΕΔΡΙΟΝ ΕΝΑΝΤΙΟΝ ΤΟΥ ΑΠΟΙΚΙΣΜΟΥ bbox=[651, 1244, 950, 1278]
column-rule bbox=[606, 0, 607, 2324]
article-paragraph: ΑΥΓΟΥΣΤΑ, Γεωργίας, 23. (Ἀσσ. Πρές).— Ὁ πρόεδρος κ. Αἰζενχάουερ ἐδήλωσεν ὅτι ἡ μείωσις καὶ ὁ ἔλεγχος τῶν ἐξοπλισμῶν εἶναι δυνατοί, σκόπιμοι καὶ ἀπαραίτητοι διὰ τὴν εἰρήνην τοῦ κόσμου. bbox=[1383, 1171, 1566, 1259]
article-paragraph: ΟΣΛΟ, 23. (Ἀσσ. Πρές).— Ὁ Γάλλος φυσικὸς καὶ βραβευμένος διὰ Νόμπελ Ἀλβέρτος Σβάιτσερ ἐδήλωσεν ὅτι ἡ ἀνθρωπίνη φυλὴ ἀναμένει βεβαία ἐξόντωσις ἀπὸ τὰς πυρηνικὰς δοκιμὰς ἐὰν δὲν ἐπιτευχθῇ συμφωνία διακοπῆς των. bbox=[1383, 244, 1566, 345]
article-paragraph: ΑΘΗΝΑΙ, 23.— Ὁ Ὑπουργὸς Ἐξωτερικῶν κ. Ἀβέρωφ, ἀναχωρεῖ τὸ Σάββατον εἰς Παρισίους διὰ νὰ μετάσχῃ τῶν ἐργασιῶν τοῦ Συμβουλίου τοῦ ΝΑΤΟ, ὅπου θὰ ἐξετασθῇ καὶ τὸ Κυπριακὸν ζήτημα ἐν σχέσει πρὸς τὴν ἀσφάλειαν τῆς Ἀνατολικῆς Μεσογείου. bbox=[408, 667, 599, 768]
section-headline: ΜΙΚΡΟΦΩΝΟΝ ΘΑ ΜΕΤΑΦΕΡΕΤΑΙ ΔΙΑ ΤΩΝ ΑΡΤΗΡΙΩΝ ΕΙΣ ΤΗΝ ΚΑΡΔΙΑΝ bbox=[1015, 1236, 1171, 1300]
article-paragraph: ΟΣΛΟ, 23. (Ἀσσ. Πρές).— Ἡ νορβηγικὴ ἐφημερὶς ἐπιτίθεται δριμέως κατὰ τῆς προτάσεως εἰσόδου τῆς Ἱσπανίας εἰς τὸ Βορειοατλαντικὸν Σύμφωνον. bbox=[614, 1632, 796, 1694]
article-paragraph: ΑΥΓΟΥΣΤΑ, Γεωργίας, 23. (Ἀσσ. Πρές).— Ὁ πρόεδρος κ. Αἰζενχάουερ ἐδήλωσεν ὅτι ἡ μείωσις καὶ ὁ ἔλεγχος τῶν ἐξοπλισμῶν εἶναι δυνατοί, σκόπιμοι καὶ ἀπαραίτητοι διὰ τὴν εἰρήνην τοῦ κόσμου. bbox=[1193, 1161, 1376, 1250]
article-paragraph: ΜΟΣΧΑ, 23. (Ἀσσ. Πρές).— Ὁ πρωθυπουργὸς τῆς Σοβιετικῆς Ἑνώσεως κ. Μπουλγκάνιν ἀπέστειλεν ἐπιστολὴν πρὸς τὸν Βρεταννὸν πρωθυπουργὸν κ. Μακ Μίλλαν, εἰς τὴν ὁποίαν τονίζει ὅτι εἶναι δυνατὴ ἡ συμφωνία. bbox=[1002, 2130, 1185, 2218]
article-paragraph: ΤΟΚΙΟ, 23. (Ρώυτερ).— Κατὰ τὰς πληροφορίας θὰ συνεργασθῇ τελικῶς ὁ κ. Γιοὺ μετὰ τῶν ἐθνικιστῶν. bbox=[408, 1331, 599, 1381]
kicker-nuclear: Πρέπει νὰ κινηθοῦν ὅλοι οἱ λαοὶ τοῦ κόσμου διὰ τὴν ἐπίτευξιν συμφωνίας διακοπῆς των bbox=[1045, 190, 1523, 236]
section-heading: ΔΗΛΩΣΕΙΣ ΤΟΥ ΧΑΡΝΤΙΝΓΚ bbox=[18, 921, 189, 937]
section-heading: ΤΑ ΝΕΑ ΠΕΙΡΑΜΑΤΑ bbox=[643, 534, 767, 550]
headline-thor: ΜΙΑ ΑΚΟΜΗ ΑΝΕΠΙΤΥΧΗΣ ΠΡΟΣΠΑΘΕΙΑ ΕΓΙΝΕ ΔΙ' ΕΚΤΟΞΕΥΣΙΝ ΠΥΡΑΥΛΟΥ ΤΥΠΟΥ «ΘΩΡ» bbox=[623, 409, 979, 444]
article-paragraph: ΑΘΗΝΑΙ, 23.— Ὁ Ὑπουργὸς Ἐξωτερικῶν κ. Ἀβέρωφ, ἀναχωρεῖ τὸ Σάββατον εἰς Παρισίους διὰ νὰ μετάσχῃ τῶν ἐργασιῶν τοῦ Συμβουλίου τοῦ ΝΑΤΟ, ὅπου θὰ ἐξετασθῇ καὶ τὸ Κυπριακὸν ζήτημα ἐν σχέσει πρὸς τὴν ἀσφάλειαν τῆς Ἀνατολικῆς Μεσογείου. bbox=[8, 540, 199, 641]
article-paragraph: ΑΘΗΝΑΙ, 23.— Ἡ Ἐπιτροπὴ τοῦ Μεσογειακοῦ Συνεδρίου ἀνεκοίνωσεν ὅτι αἱ ἐργασίαι ἀρχίζουν προσεχῶς ἐν Ἀθήναις. bbox=[806, 1644, 987, 1694]
article-paragraph: ΛΟΝΔΙΝΟΝ, 23. (Ἀσσ. Πρές).— Ὁ στρατάρχης Χάρντινγκ, κυβερνήτης τῆς Κύπρου, ἐδήλωσεν ὅτι ἡ διχοτόμησις τῆς νήσου εἶναι δυσχερὴς καὶ ὅτι ἡ κυβέρνησις θὰ ἐπιδιώξῃ λύσιν ἀποδεκτὴν ὑπὸ πάντων τῶν ἐνδιαφερομένων μερῶν. bbox=[408, 183, 599, 284]
article-paragraph: ΒΑΣΙΓΚΤΩΝ, 23. (Ἀσσ. Πρές).— Ἡ ἀεροπορία τῶν Ἡνωμένων Πολιτειῶν ἐξετόξευσε πύραυλον μέσου βεληνεκοῦς τύπου «Θώρ», ἡ δοκιμὴ ὅμως ἀπέτυχε καὶ πάλιν. bbox=[614, 466, 796, 528]
article-paragraph: ΒΙΕΝΝΗ, 23. (Ἀσσ. Πρές).— Ὁ πρῶτος ἀναπληρωτὴς πρωθυπουργὸς τῆς Σοβιετικῆς Ἑνώσεως κ. Ἀναστὰς Μικογιάν, ἔφθασε σήμερον εἰς τὴν ἀερολιμένα τῆς Βιέννης διὰ φιλικὰς συνομιλίας μετὰ τῆς Αὐστριακῆς κυβερνήσεως. bbox=[614, 101, 796, 203]
article-paragraph: ΝΕΑ ΥΟΡΚΗ, 23. (Ρώυτερ).— Ὁ Ἕλλην ἐφοπλιστὴς κ. Ἀριστοτέλης Ὠνάσης παρήγγειλε τὴν ναυπήγησιν πετρελαιοφόρων 65 χιλιάδων τόννων. bbox=[1383, 1284, 1566, 1348]
article-paragraph: ΒΙΕΝΝΗ, 23. (Ἀσσ. Πρές).— Ὁ πρῶτος ἀναπληρωτὴς πρωθυπουργὸς τῆς Σοβιετικῆς Ἑνώσεως κ. Ἀναστὰς Μικογιάν, ἔφθασε σήμερον εἰς τὴν ἀερολιμένα τῆς Βιέννης διὰ φιλικὰς συνομιλίας μετὰ τῆς Αὐστριακῆς κυβερνήσεως. bbox=[614, 1130, 796, 1231]
section-heading: ΚΑΙ Ο ΚΙΟΥΡΙ bbox=[1433, 351, 1517, 366]
article-paragraph: ΟΣΛΟ, 23. (Ἀσσ. Πρές).— Ὁ Γάλλος φυσικὸς καὶ βραβευμένος διὰ Νόμπελ Ἀλβέρτος Σβάιτσερ ἐδήλωσεν ὅτι ἡ ἀνθρωπίνη φυλὴ ἀναμένει βεβαία ἐξόντωσις ἀπὸ τὰς πυρηνικὰς δοκιμὰς ἐὰν δὲν ἐπιτευχθῇ συμφωνία διακοπῆς των. bbox=[1193, 428, 1376, 530]
headline-nuclear: ΒΕΒΑΙΑ ΕΞΟΝΤΩΣΙΣ ΑΝΑΜΕΝΕΙ ΤΗΝ ΑΝΘΡΩΠΙΝΗΝ ΦΥΛΗΝ ΑΠΟ ΤΑΣ ΠΥΡΗΝΙΚΑΣ ΔΟΚΙΜΑΣ bbox=[1004, 35, 1564, 184]
subheadline-shakespeare: ΛΕΓΕΙ Ο ΡΩΣΣΟΣ ΠΡΕΣΒΕΥΤΗΣ ΜΑΛΙΚ bbox=[681, 1043, 921, 1059]
article-paragraph: ΛΕΥΚΩΣΙΑ, 23. (Ἀσσ. Πρές).— Χιλιάδες Τούρκων διεδήλωσαν χθὲς εἰς τὰς ὁδοὺς τῆς Λευκωσίας κατὰ τῆς ἀπελευθερώσεως τοῦ Ἀρχιεπισκόπου Μακαρίου. Εἷς Βρεταννὸς ἀξιωματικὸς ἐκακοποιήθη ὑπὸ τῶν διαδηλωτῶν. bbox=[408, 1587, 599, 1676]
subheadline-turks: ΕΚΑΚΟΠΟΙΗΣΑΝ ΕΝΑ ΑΓΓΛΟΝ ΑΞΙΩΜΑΤΙΚΟΝ bbox=[68, 1258, 539, 1325]
article-paragraph: ΝΕΑ ΥΟΡΚΗ, 23. (Ρώυτερ).— Ὁ Ἕλλην ἐφοπλιστὴς κ. Ἀριστοτέλης Ὠνάσης παρήγγειλε τὴν ναυπήγησιν πετρελαιοφόρων 65 χιλιάδων τόννων. bbox=[1002, 1304, 1185, 1368]
article-paragraph: ΟΣΛΟ, 23. (Ἀσσ. Πρές).— Ὁ Γάλλος φυσικὸς καὶ βραβευμένος διὰ Νόμπελ Ἀλβέρτος Σβάιτσερ ἐδήλωσεν ὅτι ἡ ἀνθρωπίνη φυλὴ ἀναμένει βεβαία ἐξόντωσις ἀπὸ τὰς πυρηνικὰς δοκιμὰς ἐὰν δὲν ἐπιτευχθῇ συμφωνία διακοπῆς των. bbox=[1002, 244, 1185, 345]
article-paragraph: ΟΣΛΟ, 23. (Ἀσσ. Πρές).— Ἡ νορβηγικὴ ἐφημερὶς ἐπιτίθεται δριμέως κατὰ τῆς προτάσεως εἰσόδου τῆς Ἱσπανίας εἰς τὸ Βορειοατλαντικὸν Σύμφωνον. bbox=[614, 1459, 796, 1522]
article-paragraph: ΤΟΚΙΟ, 23. (Ρώυτερ).— Κατὰ τὰς πληροφορίας θὰ συνεργασθῇ τελικῶς ὁ κ. Γιοὺ μετὰ τῶν ἐθνικιστῶν. bbox=[207, 1827, 400, 1878]
column-middle bbox=[614, 0, 987, 2324]
article-paragraph: ΑΘΗΝΑΙ, 23.— Ὁ Ἐθνάρχης Κύπρου Μακάριος, θὰ συναντηθῇ σήμερον εἰς τὸ ξενοδοχεῖον τῆς Μεγάλης Βρεταννίας μετὰ τῶν ἐκπροσώπων τῆς Κυπριακῆς Ἐθναρχίας πρὸς ἐξέτασιν τῆς γενικωτέρας καταστάσεως καὶ καθορισμὸν τῆς τηρητέας γραμμῆς κατὰ τὰς προσεχεῖς διαπραγματεύσεις. Μετὰ τὴν συμπλήρωσιν τῆς ἐνημερώσεως θὰ ἐπισκεφθῇ τοὺς πολιτικοὺς ἀρχηγούς. bbox=[408, 393, 599, 558]
headline-makarios: Ο ΜΑΚΑΡΙΟΣ ΑΡΧΙΖΕΙ ΣΗΜΕΡΟΝ ΣΥΝΟΜΙΛΙΑΣ ΠΡΟΣ ΚΑΘΟΡΙΣΜΟΝ ΤΗΣ ΤΗΡΗΤΕΑΣ ΓΡΑΜΜΗΣ bbox=[13, 36, 594, 90]
section-heading: ΤΟ ΣΥΜΒΟΥΛΙΟΝ ΤΟΥ ΝΑΤΟ bbox=[17, 522, 191, 537]
section-heading: ΕΙΣ ΤΗΝ ΣΙΓΚΑΠΟΥΡΗΝ bbox=[30, 1611, 176, 1627]
article-paragraph: ΑΥΓΟΥΣΤΑ, Γεωργίας, 23. (Ἀσσ. Πρές).— Ὁ πρόεδρος κ. Αἰζενχάουερ ἐδήλωσεν ὅτι ἡ μείωσις καὶ ὁ ἔλεγχος τῶν ἐξοπλισμῶν εἶναι δυνατοί, σκόπιμοι καὶ ἀπαραίτητοι διὰ τὴν εἰρήνην τοῦ κόσμου. bbox=[1193, 1048, 1376, 1137]
article-paragraph: ΒΙΕΝΝΗ, 23. (Ἀσσ. Πρές).— Ὁ πρῶτος ἀναπληρωτὴς πρωθυπουργὸς τῆς Σοβιετικῆς Ἑνώσεως κ. Ἀναστὰς Μικογιάν, ἔφθασε σήμερον εἰς τὴν ἀερολιμένα τῆς Βιέννης διὰ φιλικὰς συνομιλίας μετὰ τῆς Αὐστριακῆς κυβερνήσεως. bbox=[806, 1062, 987, 1164]
subheadline-norway: ΒΟΡΕΙΟΑΤΛΑΝΤΙΚΟΝ ΚΑΙ ΟΛΟΚΛΗΡΩΤΙΣΜΟΣ bbox=[617, 904, 984, 923]
article-makarios-body bbox=[8, 183, 599, 1151]
article-paragraph: ΑΥΓΟΥΣΤΑ, Γεωργίας, 23. (Ἀσσ. Πρές).— Ὁ πρόεδρος κ. Αἰζενχάουερ ἐδήλωσεν ὅτι ἡ μείωσις καὶ ὁ ἔλεγχος τῶν ἐξοπλισμῶν εἶναι δυνατοί, σκόπιμοι καὶ ἀπαραίτητοι διὰ τὴν εἰρήνην τοῦ κόσμου. bbox=[1002, 1495, 1185, 1583]
article-paragraph: ΟΣΛΟ, 23. (Ἀσσ. Πρές).— Ὁ Γάλλος φυσικὸς καὶ βραβευμένος διὰ Νόμπελ Ἀλβέρτος Σβάιτσερ ἐδήλωσεν ὅτι ἡ ἀνθρωπίνη φυλὴ ἀναμένει βεβαία ἐξόντωσις ἀπὸ τὰς πυρηνικὰς δοκιμὰς ἐὰν δὲν ἐπιτευχθῇ συμφωνία διακοπῆς των. bbox=[1383, 630, 1566, 732]
article-paragraph: ΚΟΠΕΓΧΑΓΗ, 23. (Ἀσσ. Πρές).— Ρῶσσος ναυτικὸς διέφυγε δραματικῶς ἀπὸ σοβιετικὸν πλοῖον καὶ ἐζήτησεν ἄσυλον. bbox=[207, 1625, 400, 1676]
kicker-harding: Ο Χάρντινγκ θεωρεί δυσχερή την διχοτόμησιν bbox=[126, 155, 481, 176]
article-paragraph: ΟΣΛΟ, 23. (Ἀσσ. Πρές).— Ὁ Γάλλος φυσικὸς καὶ βραβευμένος διὰ Νόμπελ Ἀλβέρτος Σβάιτσερ ἐδήλωσεν ὅτι ἡ ἀνθρωπίνη φυλὴ ἀναμένει βεβαία ἐξόντωσις ἀπὸ τὰς πυρηνικὰς δοκιμὰς ἐὰν δὲν ἐπιτευχθῇ συμφωνία διακοπῆς των. bbox=[1193, 614, 1376, 715]
article-paragraph: ΠΑΡΙΣΙΟΙ, 23. (Ἀσσ. Πρές).— Ὁ Γάλλος φυσικὸς Ζολιὸ Κιουρὶ ἐτόνισεν ὅτι οἱ λαοὶ τοῦ κόσμου πρέπει νὰ κινηθοῦν διὰ τὴν ἀπαγόρευσιν τῶν πυρηνικῶν ὅπλων. bbox=[1002, 639, 1185, 715]
